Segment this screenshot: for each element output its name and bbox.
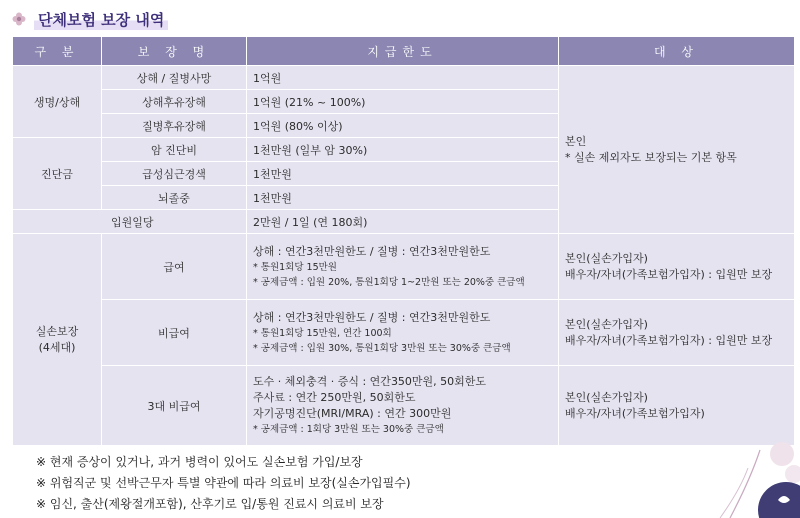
table-row	[13, 300, 795, 366]
category-hospital: 입원일당	[13, 210, 247, 234]
coverage-name: 상해후유장해	[102, 90, 247, 114]
footnote: ※ 위험직군 및 선박근무자 특별 약관에 따라 의료비 보장(실손가입필수)	[36, 476, 411, 490]
coverage-name: 뇌졸중	[102, 186, 247, 210]
floral-decoration-icon	[690, 440, 800, 518]
coverage-target	[559, 366, 795, 446]
title-row	[12, 6, 168, 32]
coverage-name: 급여	[102, 234, 247, 300]
category-diagnosis: 진단금	[13, 138, 102, 210]
table-row	[13, 234, 795, 300]
limit-note: * 공제금액 : 1회당 3만원 또는 30%중 큰금액	[253, 424, 444, 435]
coverage-limit: 2만원 / 1일 (연 180회)	[247, 210, 559, 234]
category-medical	[13, 234, 102, 446]
target-line: 배우자/자녀(가족보험가입자) : 입원만 보장	[565, 333, 773, 347]
page-title: 단체보험 보장 내역	[34, 9, 168, 30]
target-line: 배우자/자녀(가족보험가입자) : 입원만 보장	[565, 267, 773, 281]
coverage-name: 암 진단비	[102, 138, 247, 162]
table-header-row	[13, 37, 795, 66]
limit-main: 상해 : 연간3천만원한도 / 질병 : 연간3천만원한도	[253, 244, 491, 258]
limit-note: * 공제금액 : 입원 20%, 통원1회당 1~2만원 또는 20%중 큰금액	[253, 276, 525, 288]
category-medical-sub: (4세대)	[38, 340, 76, 354]
header-target: 대 상	[559, 37, 795, 66]
flower-icon	[12, 12, 26, 26]
footnotes	[36, 452, 411, 515]
limit-main: 자기공명진단(MRI/MRA) : 연간 300만원	[253, 407, 452, 420]
coverage-target	[559, 300, 795, 366]
coverage-table	[12, 36, 795, 446]
header-coverage-name: 보 장 명	[102, 37, 247, 66]
coverage-limit: 1억원 (21% ~ 100%)	[247, 90, 559, 114]
target-line: 본인(실손가입자)	[565, 251, 648, 265]
coverage-limit: 1억원	[247, 66, 559, 90]
coverage-name: 질병후유장해	[102, 114, 247, 138]
limit-main: 상해 : 연간3천만원한도 / 질병 : 연간3천만원한도	[253, 310, 491, 324]
coverage-name: 상해 / 질병사망	[102, 66, 247, 90]
coverage-limit	[247, 300, 559, 366]
coverage-limit	[247, 366, 559, 446]
limit-note: * 통원1회당 15만원, 연간 100회	[253, 327, 392, 339]
footnote: ※ 현재 증상이 있거나, 과거 병력이 있어도 실손보험 가입/보장	[36, 455, 363, 469]
coverage-limit: 1억원 (80% 이상)	[247, 114, 559, 138]
coverage-limit: 1천만원	[247, 162, 559, 186]
coverage-name: 3대 비급여	[102, 366, 247, 446]
coverage-limit: 1천만원 (일부 암 30%)	[247, 138, 559, 162]
limit-note: * 통원1회당 15만원	[253, 261, 337, 273]
limit-note: * 공제금액 : 입원 30%, 통원1회당 3만원 또는 30%중 큰금액	[253, 342, 511, 354]
category-medical-label: 실손보장	[35, 324, 79, 338]
coverage-limit	[247, 234, 559, 300]
limit-main: 주사료 : 연간 250만원, 50회한도	[253, 391, 416, 404]
target-main	[559, 66, 795, 234]
limit-main: 도수 · 체외충격 · 증식 : 연간350만원, 50회한도	[253, 375, 487, 388]
table-row	[13, 66, 795, 90]
category-life: 생명/상해	[13, 66, 102, 138]
coverage-name: 비급여	[102, 300, 247, 366]
target-line: 본인(실손가입자)	[565, 317, 648, 331]
header-category: 구 분	[13, 37, 102, 66]
coverage-target	[559, 234, 795, 300]
target-line: 본인	[565, 134, 587, 148]
coverage-name: 급성심근경색	[102, 162, 247, 186]
table-row	[13, 366, 795, 446]
target-note: * 실손 제외자도 보장되는 기본 항목	[565, 150, 737, 164]
coverage-limit: 1천만원	[247, 186, 559, 210]
target-line: 본인(실손가입자)	[565, 390, 648, 404]
header-limit: 지급한도	[247, 37, 559, 66]
target-line: 배우자/자녀(가족보험가입자)	[565, 406, 705, 420]
footnote: ※ 임신, 출산(제왕절개포함), 산후기로 입/통원 진료시 의료비 보장	[36, 497, 384, 511]
